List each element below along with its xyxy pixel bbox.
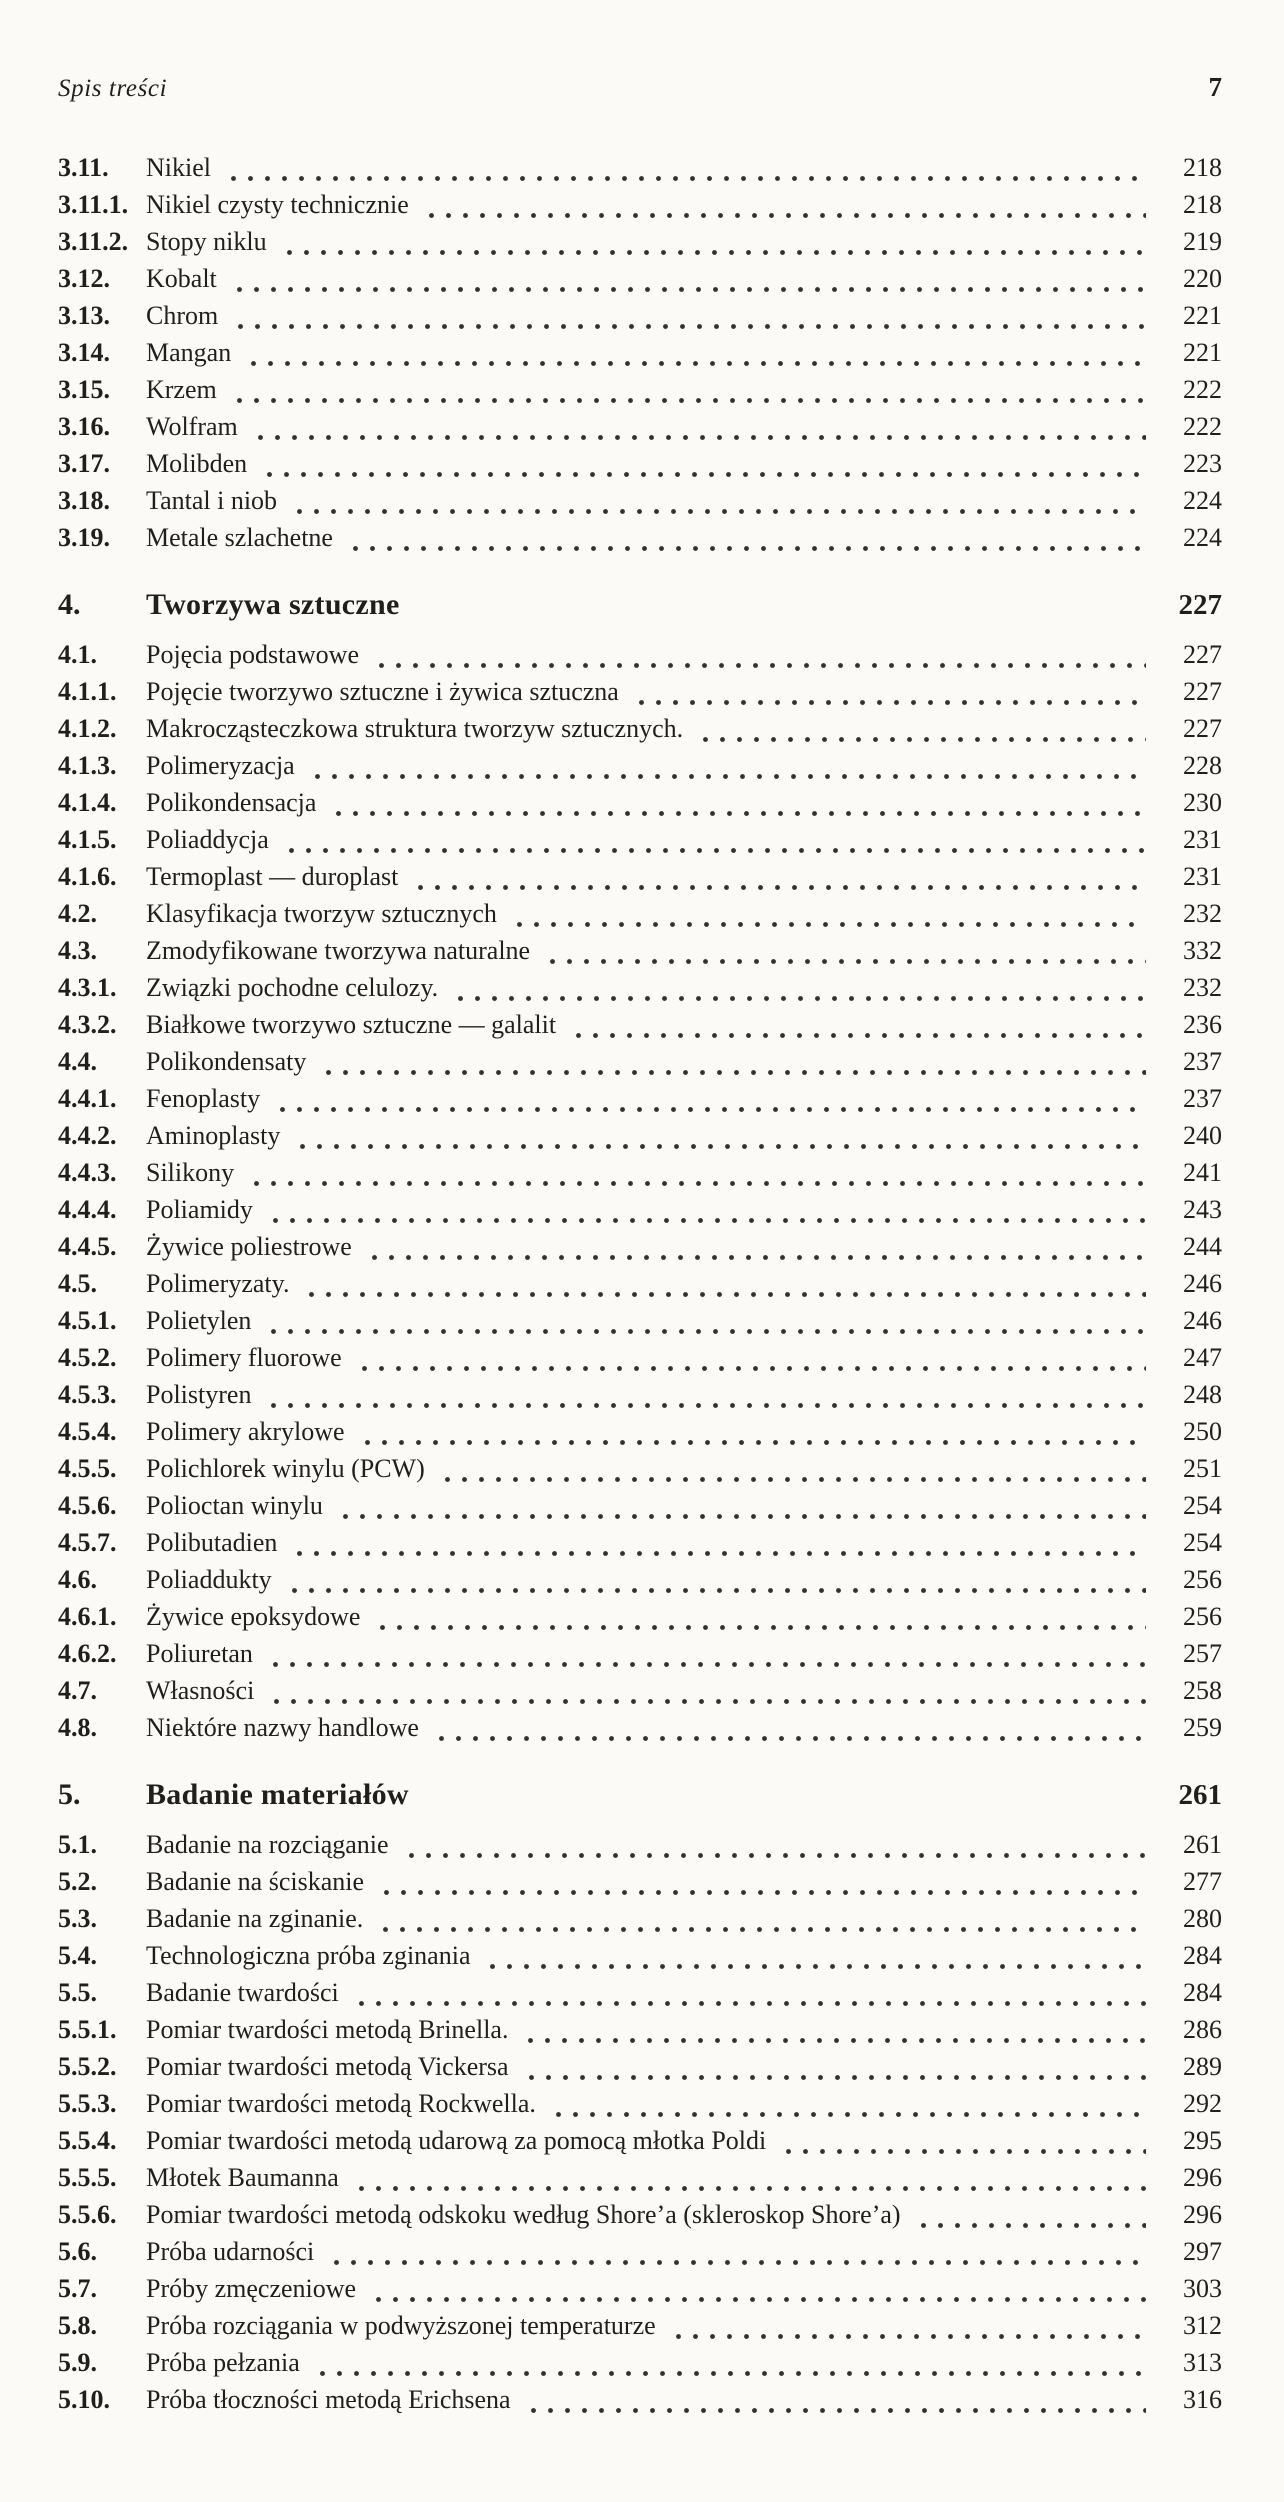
dot-leader (265, 1327, 1146, 1336)
toc-entry-number: 4.5. (58, 1269, 97, 1298)
toc-entry-row (58, 1867, 1222, 1904)
toc-entry-page: 227 (1178, 589, 1222, 621)
toc-entry-page: 303 (1183, 2274, 1222, 2303)
dot-leader (359, 1438, 1146, 1447)
toc-entry-row (58, 1343, 1222, 1380)
toc-entry-number: 4.2. (58, 899, 97, 928)
toc-entry-number: 4.4.2. (58, 1121, 117, 1150)
toc-entry-row (58, 1528, 1222, 1565)
toc-entry-page: 236 (1183, 1010, 1222, 1039)
toc-entry-number: 5.1. (58, 1830, 97, 1859)
toc-entry-page: 221 (1183, 338, 1222, 367)
toc-entry-page: 247 (1183, 1343, 1222, 1372)
toc-entry-page: 246 (1183, 1269, 1222, 1298)
toc-entry-page: 224 (1183, 523, 1222, 552)
toc-entry-page: 257 (1183, 1639, 1222, 1668)
toc-entry-page: 222 (1183, 375, 1222, 404)
dot-leader (267, 1216, 1146, 1225)
toc-entry-page: 284 (1183, 1941, 1222, 1970)
toc-entry-number: 3.19. (58, 523, 110, 552)
dot-leader (670, 2332, 1146, 2341)
toc-entry-page: 241 (1183, 1158, 1222, 1187)
toc-entry-title: Kobalt (146, 264, 217, 293)
toc-entry-title: Pomiar twardości metodą Vickersa (146, 2052, 509, 2081)
dot-leader (231, 285, 1146, 294)
toc-entry-title: Fenoplasty (146, 1084, 261, 1113)
toc-entry-page: 296 (1183, 2163, 1222, 2192)
toc-entry-page: 244 (1183, 1232, 1222, 1261)
toc-entry-title: Wolfram (146, 412, 238, 441)
toc-entry-title: Badanie materiałów (146, 1778, 409, 1811)
toc-entry-title: Badanie na rozciąganie (146, 1830, 389, 1859)
dot-leader (320, 1068, 1146, 1077)
toc-entry-number: 3.11.2. (58, 227, 129, 256)
toc-entry-number: 4.4.3. (58, 1158, 117, 1187)
toc-list (58, 153, 1222, 2422)
toc-entry-row (58, 153, 1222, 190)
dot-leader (544, 957, 1146, 966)
toc-entry-page: 261 (1178, 1779, 1222, 1811)
dot-leader (423, 1804, 1146, 1813)
toc-entry-title: Chrom (146, 301, 219, 330)
toc-entry-number: 5.5.5. (58, 2163, 117, 2192)
dot-leader (439, 1475, 1146, 1484)
toc-entry-number: 4.1.1. (58, 677, 117, 706)
toc-entry-title: Pomiar twardości metodą udarową za pomocą młotka Poldi (146, 2126, 767, 2155)
toc-entry-number: 5.5.3. (58, 2089, 117, 2118)
toc-entry-row (58, 2015, 1222, 2052)
toc-entry-title: Aminoplasty (146, 1121, 281, 1150)
toc-entry-page: 221 (1183, 301, 1222, 330)
toc-entry-row (58, 2237, 1222, 2274)
toc-entry-number: 4.4. (58, 1047, 97, 1076)
toc-entry-title: Krzem (146, 375, 217, 404)
toc-entry-number: 4.8. (58, 1713, 97, 1742)
toc-entry-page: 220 (1183, 264, 1222, 293)
toc-entry-number: 4.4.4. (58, 1195, 117, 1224)
toc-entry-title: Pomiar twardości metodą odskoku według Shore’a (skleroskop Shore’a) (146, 2200, 901, 2229)
toc-entry-number: 5.8. (58, 2311, 97, 2340)
toc-entry-number: 4.1.3. (58, 751, 117, 780)
dot-leader (328, 2258, 1146, 2267)
toc-entry-row (58, 973, 1222, 1010)
toc-entry-page: 286 (1183, 2015, 1222, 2044)
toc-entry-page: 256 (1183, 1602, 1222, 1631)
toc-entry-number: 4.1.2. (58, 714, 117, 743)
toc-entry-row (58, 227, 1222, 264)
toc-entry-page: 223 (1183, 449, 1222, 478)
dot-leader (225, 174, 1146, 183)
toc-entry-row (58, 788, 1222, 825)
toc-entry-number: 4.4.1. (58, 1084, 117, 1113)
toc-entry-title: Polikondensacja (146, 788, 317, 817)
dot-leader (267, 1660, 1146, 1669)
toc-entry-row (58, 1306, 1222, 1343)
toc-entry-number: 3.14. (58, 338, 110, 367)
toc-entry-row (58, 1158, 1222, 1195)
toc-entry-number: 4.1.4. (58, 788, 117, 817)
toc-entry-row (58, 1602, 1222, 1639)
toc-entry-page: 237 (1183, 1047, 1222, 1076)
toc-entry-row (58, 523, 1222, 560)
toc-entry-page: 297 (1183, 2237, 1222, 2266)
dot-leader (248, 1179, 1146, 1188)
toc-entry-row (58, 1454, 1222, 1491)
toc-entry-title: Nikiel czysty technicznie (146, 190, 409, 219)
toc-entry-row (58, 2163, 1222, 2200)
toc-entry-page: 222 (1183, 412, 1222, 441)
toc-entry-page: 228 (1183, 751, 1222, 780)
dot-leader (353, 1999, 1146, 2008)
toc-entry-title: Polimery fluorowe (146, 1343, 342, 1372)
toc-entry-number: 5.5.4. (58, 2126, 117, 2155)
toc-entry-number: 5.3. (58, 1904, 97, 1933)
toc-entry-number: 4. (58, 588, 81, 621)
toc-entry-number: 4.6.2. (58, 1639, 117, 1668)
toc-entry-number: 4.5.5. (58, 1454, 117, 1483)
toc-entry-number: 4.3. (58, 936, 97, 965)
toc-entry-row (58, 375, 1222, 412)
toc-entry-title: Metale szlachetne (146, 523, 333, 552)
toc-entry-number: 4.5.7. (58, 1528, 117, 1557)
toc-entry-title: Makrocząsteczkowa struktura tworzyw sztucznych. (146, 714, 684, 743)
dot-leader (286, 1586, 1146, 1595)
toc-entry-page: 312 (1183, 2311, 1222, 2340)
dot-leader (291, 1549, 1146, 1558)
toc-entry-row (58, 2089, 1222, 2126)
toc-entry-page: 258 (1183, 1676, 1222, 1705)
dot-leader (281, 248, 1146, 257)
toc-entry-row (58, 1269, 1222, 1306)
dot-leader (525, 2406, 1146, 2415)
toc-entry-title: Pojęcia podstawowe (146, 640, 360, 669)
toc-entry-title: Próba rozciągania w podwyższonej temperaturze (146, 2311, 656, 2340)
dot-leader (423, 211, 1146, 220)
toc-entry-page: 292 (1183, 2089, 1222, 2118)
toc-entry-page: 218 (1183, 190, 1222, 219)
toc-entry-title: Poliaddukty (146, 1565, 272, 1594)
toc-entry-row (58, 1084, 1222, 1121)
toc-entry-page: 224 (1183, 486, 1222, 515)
toc-entry-page: 332 (1183, 936, 1222, 965)
toc-entry-title: Poliaddycja (146, 825, 269, 854)
dot-leader (433, 1734, 1146, 1743)
toc-entry-page: 284 (1183, 1978, 1222, 2007)
toc-entry-row (58, 1047, 1222, 1084)
toc-entry-title: Próba udarności (146, 2237, 315, 2266)
toc-entry-row (58, 714, 1222, 751)
toc-entry-title: Polietylen (146, 1306, 252, 1335)
toc-entry-number: 5.5.6. (58, 2200, 117, 2229)
toc-entry-number: 3.11.1. (58, 190, 129, 219)
toc-entry-row (58, 1417, 1222, 1454)
toc-entry-title: Związki pochodne celulozy. (146, 973, 439, 1002)
dot-leader (232, 322, 1146, 331)
dot-leader (403, 1851, 1146, 1860)
toc-entry-title: Polimeryzacja (146, 751, 295, 780)
toc-entry-row (58, 936, 1222, 973)
toc-entry-title: Polibutadien (146, 1528, 278, 1557)
toc-entry-row (58, 1941, 1222, 1978)
toc-entry-title: Badanie na ściskanie (146, 1867, 365, 1896)
dot-leader (337, 1512, 1146, 1521)
toc-entry-page: 227 (1183, 640, 1222, 669)
toc-entry-title: Polikondensaty (146, 1047, 307, 1076)
toc-entry-row (58, 1904, 1222, 1941)
toc-entry-row (58, 2126, 1222, 2163)
dot-leader (356, 1364, 1146, 1373)
dot-leader (452, 994, 1146, 1003)
toc-entry-row (58, 2385, 1222, 2422)
toc-entry-row (58, 1676, 1222, 1713)
toc-entry-title: Żywice epoksydowe (146, 1602, 361, 1631)
toc-entry-number: 5.5. (58, 1978, 97, 2007)
toc-entry-row (58, 862, 1222, 899)
toc-entry-number: 3.18. (58, 486, 110, 515)
toc-entry-page: 227 (1183, 714, 1222, 743)
dot-leader (522, 2036, 1146, 2045)
toc-entry-page: 246 (1183, 1306, 1222, 1335)
toc-entry-number: 5. (58, 1778, 81, 1811)
toc-entry-row (58, 1195, 1222, 1232)
toc-entry-number: 5.2. (58, 1867, 97, 1896)
dot-leader (291, 507, 1146, 516)
toc-entry-title: Mangan (146, 338, 232, 367)
toc-entry-row (58, 2274, 1222, 2311)
dot-leader (780, 2147, 1146, 2156)
toc-entry-page: 232 (1183, 899, 1222, 928)
toc-entry-row (58, 1639, 1222, 1676)
toc-entry-number: 4.5.6. (58, 1491, 117, 1520)
toc-entry-page: 316 (1183, 2385, 1222, 2414)
page-number: 7 (1208, 72, 1222, 102)
toc-entry-page: 230 (1183, 788, 1222, 817)
toc-entry-number: 4.3.1. (58, 973, 117, 1002)
toc-entry-page: 243 (1183, 1195, 1222, 1224)
toc-entry-page: 231 (1183, 862, 1222, 891)
toc-entry-title: Poliamidy (146, 1195, 253, 1224)
toc-entry-page: 277 (1183, 1867, 1222, 1896)
toc-entry-page: 219 (1183, 227, 1222, 256)
dot-leader (414, 614, 1146, 623)
toc-entry-page: 280 (1183, 1904, 1222, 1933)
toc-entry-page: 251 (1183, 1454, 1222, 1483)
dot-leader (347, 544, 1146, 553)
toc-entry-title: Własności (146, 1676, 255, 1705)
dot-leader (370, 2295, 1146, 2304)
toc-entry-row (58, 899, 1222, 936)
dot-leader (915, 2221, 1146, 2230)
toc-entry-title: Żywice poliestrowe (146, 1232, 352, 1261)
dot-leader (366, 1253, 1146, 1262)
toc-entry-row (58, 640, 1222, 677)
toc-entry-title: Młotek Baumanna (146, 2163, 339, 2192)
toc-entry-title: Stopy niklu (146, 227, 267, 256)
dot-leader (303, 1290, 1146, 1299)
toc-entry-number: 3.13. (58, 301, 110, 330)
toc-entry-number: 4.1.6. (58, 862, 117, 891)
toc-entry-title: Próby zmęczeniowe (146, 2274, 357, 2303)
dot-leader (309, 772, 1146, 781)
dot-leader (377, 1925, 1146, 1934)
toc-entry-title: Pomiar twardości metodą Brinella. (146, 2015, 509, 2044)
dot-leader (374, 1623, 1146, 1632)
toc-entry-row (58, 2311, 1222, 2348)
toc-entry-number: 4.1.5. (58, 825, 117, 854)
toc-entry-number: 4.6.1. (58, 1602, 117, 1631)
toc-entry-row (58, 1713, 1222, 1750)
toc-entry-number: 3.16. (58, 412, 110, 441)
toc-entry-row (58, 1491, 1222, 1528)
dot-leader (373, 661, 1146, 670)
toc-entry-number: 4.3.2. (58, 1010, 117, 1039)
toc-entry-title: Polioctan winylu (146, 1491, 323, 1520)
dot-leader (245, 359, 1146, 368)
toc-entry-row (58, 449, 1222, 486)
toc-entry-row (58, 1380, 1222, 1417)
toc-entry-row (58, 1010, 1222, 1047)
toc-entry-page: 313 (1183, 2348, 1222, 2377)
toc-entry-row (58, 677, 1222, 714)
toc-entry-number: 5.4. (58, 1941, 97, 1970)
toc-entry-number: 4.5.4. (58, 1417, 117, 1446)
toc-entry-title: Zmodyfikowane tworzywa naturalne (146, 936, 531, 965)
toc-entry-title: Silikony (146, 1158, 235, 1187)
toc-entry-title: Poliuretan (146, 1639, 253, 1668)
toc-entry-row (58, 338, 1222, 375)
toc-entry-page: 295 (1183, 2126, 1222, 2155)
dot-leader (274, 1105, 1146, 1114)
toc-entry-number: 4.5.1. (58, 1306, 117, 1335)
toc-entry-row (58, 1232, 1222, 1269)
dot-leader (353, 2184, 1146, 2193)
dot-leader (570, 1031, 1146, 1040)
toc-entry-page: 218 (1183, 153, 1222, 182)
toc-entry-row (58, 264, 1222, 301)
toc-entry-title: Polichlorek winylu (PCW) (146, 1454, 425, 1483)
toc-entry-title: Pomiar twardości metodą Rockwella. (146, 2089, 536, 2118)
dot-leader (231, 396, 1146, 405)
dot-leader (511, 920, 1146, 929)
dot-leader (633, 698, 1146, 707)
toc-entry-page: 261 (1183, 1830, 1222, 1859)
toc-entry-page: 248 (1183, 1380, 1222, 1409)
toc-chapter-row (58, 1778, 1222, 1820)
toc-entry-page: 259 (1183, 1713, 1222, 1742)
toc-entry-title: Pojęcie tworzywo sztuczne i żywica sztuczna (146, 677, 619, 706)
toc-entry-page: 254 (1183, 1528, 1222, 1557)
dot-leader (523, 2073, 1146, 2082)
toc-entry-number: 3.11. (58, 153, 109, 182)
toc-entry-title: Próba tłoczności metodą Erichsena (146, 2385, 511, 2414)
toc-entry-number: 5.10. (58, 2385, 110, 2414)
toc-entry-page: 289 (1183, 2052, 1222, 2081)
toc-entry-row (58, 2052, 1222, 2089)
toc-entry-title: Tantal i niob (146, 486, 278, 515)
toc-entry-title: Badanie twardości (146, 1978, 339, 2007)
dot-leader (252, 433, 1146, 442)
dot-leader (261, 470, 1146, 479)
toc-entry-title: Niektóre nazwy handlowe (146, 1713, 419, 1742)
toc-entry-title: Polimery akrylowe (146, 1417, 345, 1446)
toc-entry-title: Technologiczna próba zginania (146, 1941, 471, 1970)
toc-entry-number: 3.15. (58, 375, 110, 404)
toc-entry-page: 237 (1183, 1084, 1222, 1113)
toc-entry-number: 5.5.1. (58, 2015, 117, 2044)
toc-entry-row (58, 412, 1222, 449)
toc-entry-number: 4.4.5. (58, 1232, 117, 1261)
toc-entry-number: 5.7. (58, 2274, 97, 2303)
toc-entry-row (58, 751, 1222, 788)
dot-leader (378, 1888, 1146, 1897)
dot-leader (294, 1142, 1146, 1151)
toc-entry-title: Badanie na zginanie. (146, 1904, 364, 1933)
toc-entry-title: Białkowe tworzywo sztuczne — galalit (146, 1010, 557, 1039)
dot-leader (484, 1962, 1146, 1971)
toc-entry-number: 4.5.2. (58, 1343, 117, 1372)
toc-entry-title: Nikiel (146, 153, 211, 182)
toc-entry-title: Molibden (146, 449, 248, 478)
toc-entry-row (58, 825, 1222, 862)
toc-entry-number: 3.12. (58, 264, 110, 293)
toc-entry-row (58, 1978, 1222, 2015)
toc-entry-page: 232 (1183, 973, 1222, 1002)
dot-leader (550, 2110, 1146, 2119)
toc-entry-number: 3.17. (58, 449, 110, 478)
dot-leader (283, 846, 1146, 855)
toc-entry-number: 4.1. (58, 640, 97, 669)
toc-entry-row (58, 301, 1222, 338)
toc-entry-row (58, 1565, 1222, 1602)
toc-entry-title: Tworzywa sztuczne (146, 588, 400, 621)
toc-entry-page: 256 (1183, 1565, 1222, 1594)
toc-entry-title: Próba pełzania (146, 2348, 300, 2377)
running-header (58, 72, 1222, 103)
dot-leader (330, 809, 1146, 818)
toc-entry-number: 5.6. (58, 2237, 97, 2266)
toc-entry-page: 231 (1183, 825, 1222, 854)
toc-entry-page: 296 (1183, 2200, 1222, 2229)
dot-leader (697, 735, 1146, 744)
toc-entry-page: 227 (1183, 677, 1222, 706)
toc-entry-row (58, 2348, 1222, 2385)
toc-entry-title: Klasyfikacja tworzyw sztucznych (146, 899, 497, 928)
toc-entry-row (58, 1121, 1222, 1158)
toc-entry-page: 240 (1183, 1121, 1222, 1150)
toc-entry-title: Termoplast — duroplast (146, 862, 399, 891)
toc-entry-row (58, 1830, 1222, 1867)
toc-entry-row (58, 486, 1222, 523)
dot-leader (314, 2369, 1146, 2378)
toc-entry-row (58, 2200, 1222, 2237)
toc-entry-page: 254 (1183, 1491, 1222, 1520)
toc-entry-number: 5.9. (58, 2348, 97, 2377)
toc-entry-number: 5.5.2. (58, 2052, 117, 2081)
page-title: Spis treści (58, 75, 168, 102)
toc-entry-title: Polimeryzaty. (146, 1269, 290, 1298)
toc-entry-title: Polistyren (146, 1380, 252, 1409)
toc-entry-number: 4.6. (58, 1565, 97, 1594)
toc-entry-page: 250 (1183, 1417, 1222, 1446)
toc-chapter-row (58, 588, 1222, 630)
toc-entry-row (58, 190, 1222, 227)
dot-leader (268, 1697, 1146, 1706)
dot-leader (412, 883, 1146, 892)
toc-entry-number: 4.7. (58, 1676, 97, 1705)
toc-entry-number: 4.5.3. (58, 1380, 117, 1409)
dot-leader (265, 1401, 1146, 1410)
